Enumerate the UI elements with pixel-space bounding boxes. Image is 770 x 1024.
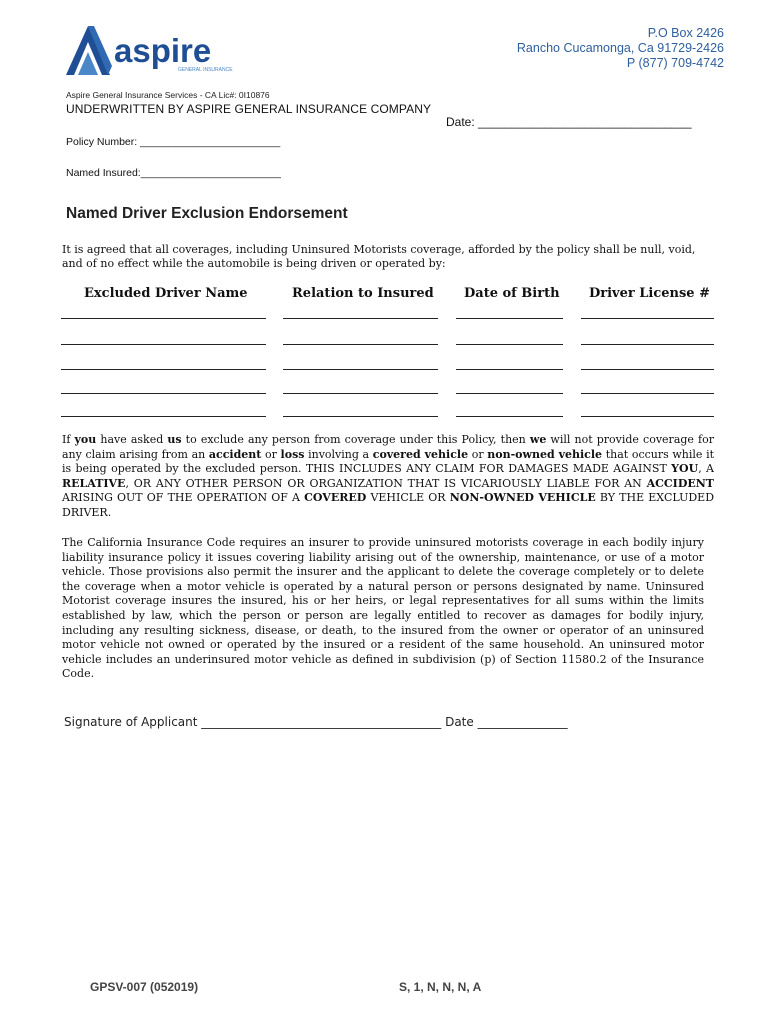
address-line-city: Rancho Cucamonga, Ca 91729-2426 [516,41,724,55]
text-run: , OR ANY OTHER PERSON OR ORGANIZATION THAT IS VICARIOUSLY LIABLE FOR AN [125,476,647,490]
form-code: GPSV-007 (052019) [90,980,199,994]
dob-line[interactable] [456,344,563,345]
driver-name-line[interactable] [61,393,266,394]
services-license-line: Aspire General Insurance Services - CA Lic#: 0I10876 [66,90,270,100]
bold-term: NON-OWNED VEHICLE [449,491,596,505]
text-run: will not provide coverage for any claim arising from an [62,433,714,461]
policy-number-field[interactable]: Policy Number: ________________________ [66,136,281,148]
footer-codes: S, 1, N, N, N, A [399,980,482,994]
license-line[interactable] [581,344,714,345]
dob-line[interactable] [456,369,563,370]
exclusion-paragraph [62,433,714,521]
column-header-driver-name: Excluded Driver Name [84,286,248,301]
text-run: , A [698,462,715,476]
driver-name-line[interactable] [61,416,266,417]
bold-term: us [167,433,182,446]
bold-term: non-owned vehicle [487,447,603,461]
intro-paragraph: It is agreed that all coverages, including Uninsured Motorists coverage, afforded by the policy shall be null, void, and of no effect while the automobile is being driven or operated by: [62,243,696,270]
text-run: to exclude any person from coverage under this Policy, then [181,433,530,446]
license-line[interactable] [581,369,714,370]
column-header-license: Driver License # [589,286,710,301]
text-run: have asked [96,433,168,446]
signature-line[interactable]: Signature of Applicant ________________________________________ Date _______________ [64,715,568,729]
text-run: BY THE EXCLUDED DRIVER. [62,491,715,519]
logo-tagline: GENERAL INSURANCE [178,67,233,73]
bold-term: we [529,433,547,446]
relation-line[interactable] [283,416,438,417]
date-field[interactable]: Date: ________________________________ [446,115,692,129]
bold-term: covered vehicle [372,447,469,461]
driver-name-line[interactable] [61,318,266,319]
named-insured-field[interactable]: Named Insured:________________________ [66,167,281,179]
bold-term: COVERED [304,491,367,505]
text-run: If [62,433,75,446]
license-line[interactable] [581,393,714,394]
text-run: or [261,447,281,461]
bold-term: ACCIDENT [646,476,714,490]
underwritten-by: UNDERWRITTEN BY ASPIRE GENERAL INSURANCE COMPANY [66,102,432,116]
column-header-dob: Date of Birth [464,286,560,301]
text-run: involving a [304,447,373,461]
relation-line[interactable] [283,344,438,345]
dob-line[interactable] [456,318,563,319]
text-run: VEHICLE OR [366,491,450,505]
bold-term: YOU [671,462,699,476]
dob-line[interactable] [456,393,563,394]
license-line[interactable] [581,318,714,319]
bold-term: loss [280,447,305,461]
california-code-paragraph: The California Insurance Code requires an insurer to provide uninsured motorists coverage in each bodily injury liability insurance policy it issues covering liability arising out of the ownership, maintenance, or use of a motor vehicle. Those provisions also permit the insurer and the applicant to delete the coverage completely or to delete the coverage when a motor vehicle is operated by a natural person or persons designated by name. Uninsured Motorist coverage insures the insured, his or her heirs, or legal representatives for all sums within the limits established by law, which the person or person are legally entitled to recover as damages for bodily injury, including any resulting sickness, disease, or death, to the insured from the owner or operator of an uninsured motor vehicle not owned or operated by the insured or a resident of the same household. An uninsured motor vehicle includes an underinsured motor vehicle as defined in subdivision (p) of Section 11580.2 of the Insurance Code. [62,536,704,681]
form-title: Named Driver Exclusion Endorsement [66,205,348,222]
license-line[interactable] [581,416,714,417]
logo-wordmark: aspire [114,32,212,69]
text-run: that occurs while it is being operated by the excluded person. THIS INCLUDES ANY CLAIM FOR DAMAGES MADE AGAINST [62,447,715,476]
bold-term: you [74,433,97,446]
relation-line[interactable] [283,318,438,319]
company-logo [64,22,254,78]
bold-term: accident [208,447,262,461]
dob-line[interactable] [456,416,563,417]
text-run: or [468,447,488,461]
driver-name-line[interactable] [61,344,266,345]
column-header-relation: Relation to Insured [292,286,434,301]
address-line-po: P.O Box 2426 [647,26,724,40]
relation-line[interactable] [283,393,438,394]
driver-name-line[interactable] [61,369,266,370]
address-line-phone: P (877) 709-4742 [626,56,724,70]
bold-term: RELATIVE [62,476,126,490]
relation-line[interactable] [283,369,438,370]
company-address [517,26,724,71]
text-run: ARISING OUT OF THE OPERATION OF A [62,491,305,505]
